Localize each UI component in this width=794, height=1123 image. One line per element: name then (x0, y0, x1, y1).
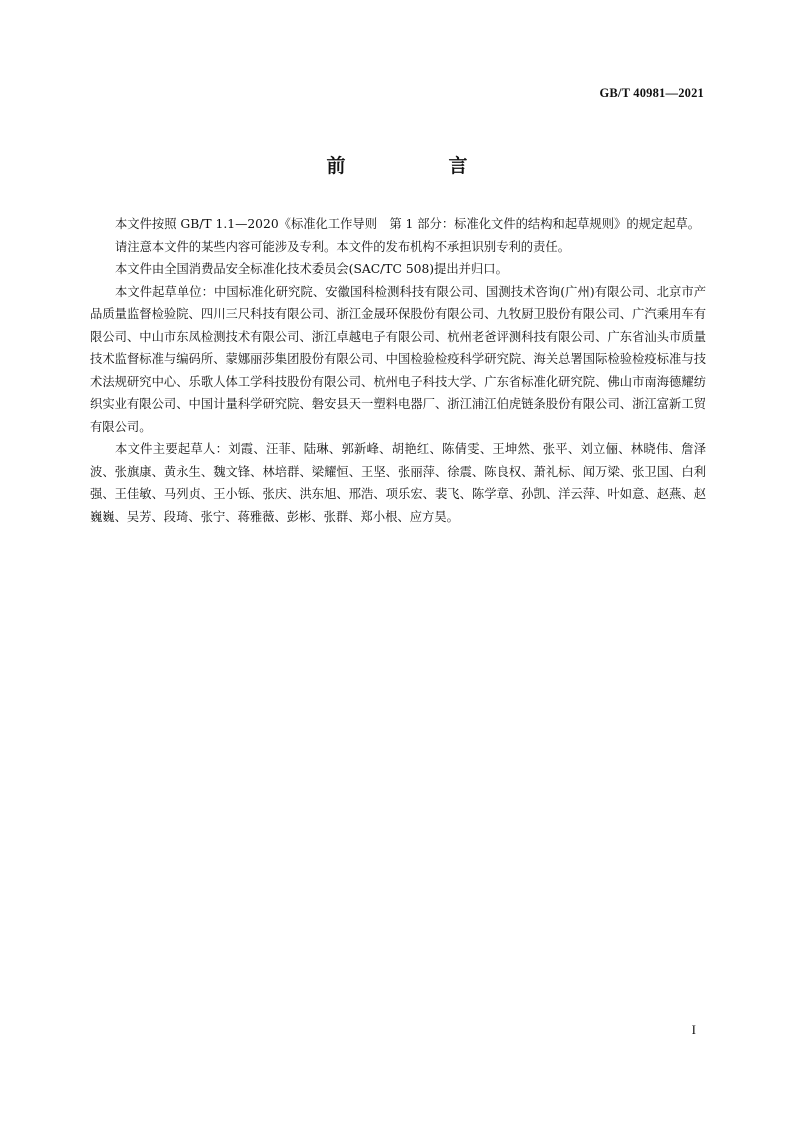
paragraph-proposer: 本文件由全国消费品安全标准化技术委员会(SAC/TC 508)提出并归口。 (115, 262, 508, 276)
document-body (90, 213, 706, 528)
paragraph-drafting-rules: 本文件按照 GB/T 1.1—2020《标准化工作导则 第 1 部分：标准化文件的结构和起草规则》的规定起草。 (115, 217, 701, 231)
paragraph-drafters: 本文件主要起草人：刘霞、汪菲、陆琳、郭新峰、胡艳红、陈倩雯、王坤然、张平、刘立俪、林晓伟、詹泽波、张旗康、黄永生、魏文锋、林培群、梁耀恒、王坚、张丽萍、徐震、陈良权、萧礼标、闻万梁、张卫国、白利强、王佳敏、马列贞、王小铄、张庆、洪东旭、邢浩、项乐宏、裴飞、陈学章、孙凯、洋云萍、叶如意、赵燕、赵巍巍、吴芳、段琦、张宁、蒋雅薇、彭彬、张群、郑小根、应方昊。 (90, 442, 706, 524)
standard-code: GB/T 40981—2021 (599, 86, 704, 100)
page-number: I (691, 1022, 696, 1037)
paragraph-drafting-units: 本文件起草单位：中国标准化研究院、安徽国科检测科技有限公司、国测技术咨询(广州)有限公司、北京市产品质量监督检验院、四川三尺科技有限公司、浙江金晟环保股份有限公司、九牧厨卫股份有限公司、广汽乘用车有限公司、中山市东凤检测技术有限公司、浙江卓越电子有限公司、杭州老爸评测科技有限公司、广东省汕头市质量技术监督标准与编码所、蒙娜丽莎集团股份有限公司、中国检验检疫科学研究院、海关总署国际检验检疫标准与技术法规研究中心、乐歌人体工学科技股份有限公司、杭州电子科技大学、广东省标准化研究院、佛山市南海德耀纺织实业有限公司、中国计量科学研究院、磐安县天一塑料电器厂、浙江浦江伯虎链条股份有限公司、浙江富新工贸有限公司。 (90, 284, 706, 434)
page-title: 前 言 (326, 155, 510, 177)
paragraph-patent-notice: 请注意本文件的某些内容可能涉及专利。本文件的发布机构不承担识别专利的责任。 (115, 239, 570, 254)
